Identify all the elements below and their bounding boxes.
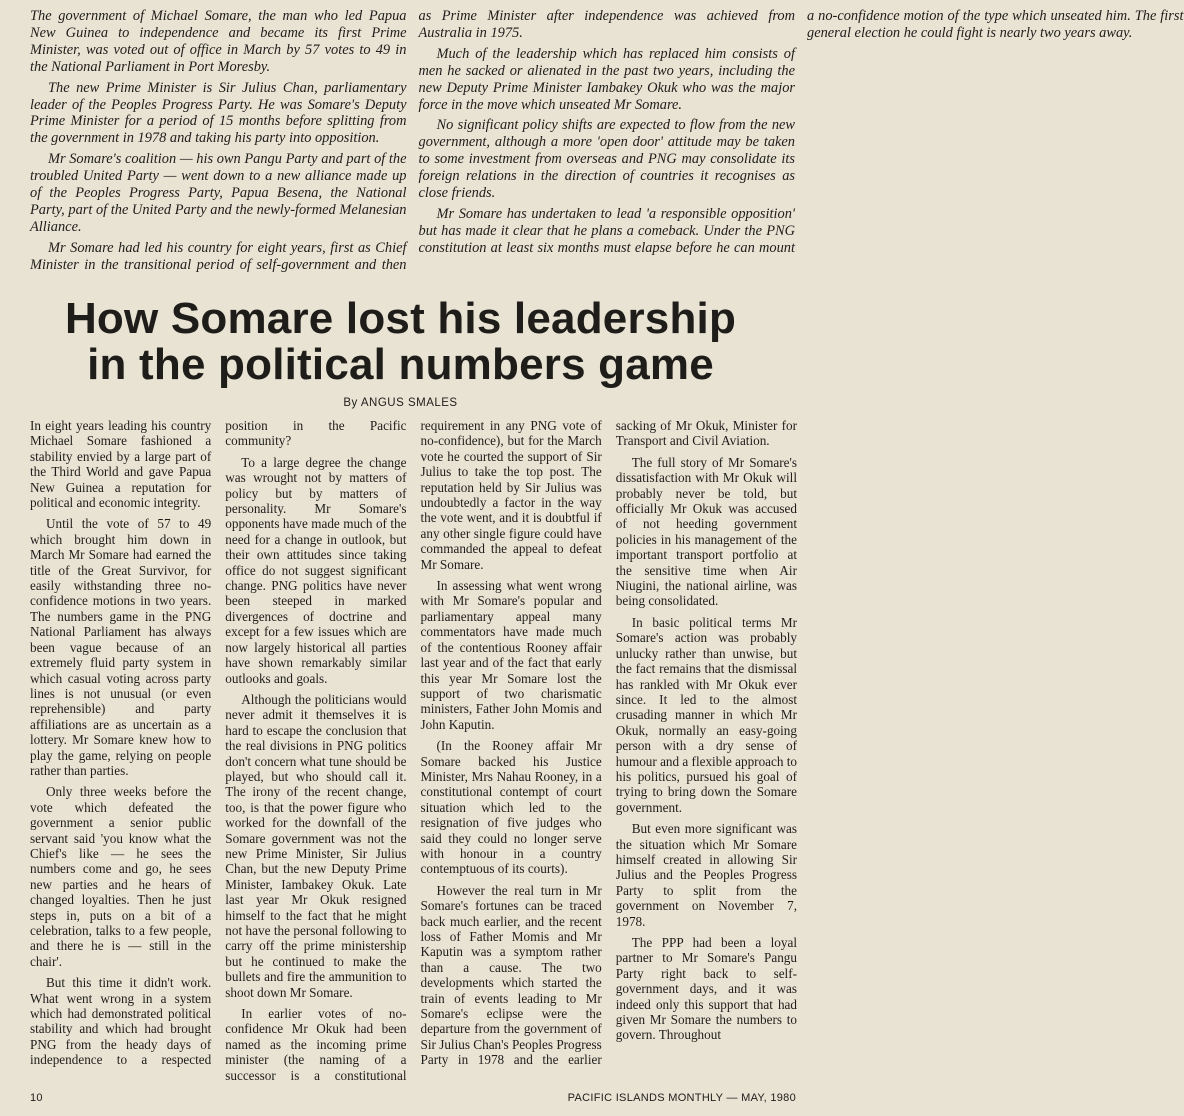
headline-line-1: How Somare lost his leadership — [64, 294, 737, 343]
body-paragraph: The full story of Mr Somare's dissatisfaction with Mr Okuk will probably never be told, but officially Mr Okuk was accused of not heeding government policies in his management of the important transport portfolio at the sensitive time when Air Niugini, the national airline, was being consolidated. — [615, 454, 797, 609]
body-paragraph: The PPP had been a loyal partner to Mr Somare's Pangu Party right back to self-government days, and it was indeed only this support that had given Mr Somare the numbers to govern. Throughout — [615, 935, 797, 1043]
intro-paragraph: Mr Somare had led his country for eight years, first as Chief Minister in the transitional period of self-government and then as Prime Minister after independence was achieved from Australia in 1975. — [30, 8, 795, 273]
article-body — [30, 418, 797, 1088]
headline-line-2: in the political numbers game — [87, 340, 714, 389]
intro-paragraph: No significant policy shifts are expected to flow from the new government, although a more 'open door' attitude may be taken to some investment from overseas and PNG may consolidate its foreign relations in the direction of countries it recognises as close friends. — [418, 117, 795, 202]
intro-paragraph: The government of Michael Somare, the man who led Papua New Guinea to independence and became its first Prime Minister, was voted out of office in March by 57 votes to 49 in the National Parliament in Port Moresby. — [30, 8, 407, 75]
page-footer — [30, 1092, 796, 1108]
body-paragraph: Although the politicians would never admit it themselves it is hard to escape the conclusion that the real divisions in PNG politics don't concern what tune should be played, but who should call it. The irony of the recent change, too, is that the power figure who worked for the downfall of the Somare government was not the new Prime Minister, Sir Julius Chan, but the new Deputy Prime Minister, Iambakey Okuk. Late last year Mr Okuk resigned himself to the fact that he might not have the personal following to carry off the prime ministership but he continued to make the bullets and fire the ammunition to shoot down Mr Somare. — [225, 691, 407, 1000]
body-paragraph: But this time it didn't work. What went wrong in a system which had demonstrated political stability and which had brought PNG from the heady days of independence to a respected position in the Pacific community? — [30, 418, 407, 1068]
intro-paragraph: Mr Somare's coalition — his own Pangu Party and part of the troubled United Party — went down to a new alliance made up of the Peoples Progress Party, Papua Besena, the National Party, part of the United Party and the newly-formed Melanesian Alliance. — [30, 151, 407, 235]
body-paragraph: Until the vote of 57 to 49 which brought him down in March Mr Somare had earned the title of the Great Survivor, for easily withstanding three no-confidence motions in two years. The numbers game in the PNG National Parliament has always been vague because of an extremely fluid party system in which casual voting across party lines is not unusual (or even reprehensible) and party affiliations are as uncertain as a lottery. Mr Somare knew how to play the game, relying on people rather than parties. — [30, 516, 212, 778]
body-paragraph: To a large degree the change was wrought not by matters of policy but by matters of personality. Mr Somare's opponents have made much of the need for a change in outlook, but their own attitudes since taking office do not suggest significant change. PNG politics have never been steeped in marked divergences of doctrine and except for a few issues which are now largely historical all parties have shown remarkably similar outlooks and goals. — [225, 454, 407, 686]
magazine-issue: PACIFIC ISLANDS MONTHLY — MAY, 1980 — [567, 1092, 796, 1104]
body-paragraph: In eight years leading his country Michael Somare fashioned a stability envied by a large part of the Third World and gave Papua New Guinea a reputation for political and economic integrity. — [30, 418, 212, 511]
body-paragraph: (In the Rooney affair Mr Somare backed his Justice Minister, Mrs Nahau Rooney, in a constitutional contempt of court situation which led to the resignation of five judges who said they could no longer serve with honour in a country contemptuous of its courts). — [420, 738, 602, 877]
body-paragraph: In basic political terms Mr Somare's action was probably unlucky rather than unwise, but the fact remains that the dismissal has rankled with Mr Okuk ever since. It led to the almost crusading manner in which Mr Okuk, normally an easy-going person with a dry sense of humour and a flexible approach to his politics, pursued his goal of trying to bring down the Somare government. — [615, 614, 798, 815]
page-number: 10 — [30, 1092, 43, 1104]
intro-paragraph: The new Prime Minister is Sir Julius Chan, parliamentary leader of the Peoples Progress Party. He was Somare's Deputy Prime Minister for a period of 15 months before splitting from the government in 1978 and taking his party into opposition. — [30, 79, 407, 147]
intro-paragraph: Mr Somare has undertaken to lead 'a responsible opposition' but has made it clear that he plans a comeback. Under the PNG constitution at least six months must elapse before he can mount a no-confidence motion of the type which unseated him. The first general election he could fight is nearly two years away. — [418, 8, 1184, 256]
intro-summary — [30, 8, 1184, 290]
body-paragraph: Only three weeks before the vote which defeated the government a senior public servant said 'you know what the Chief's like — he sees the numbers come and go, he sees new parties and he hears of changed loyalties. Then he just steps in, puts on a bit of a celebration, talks to a few people, and there he is — still in the chair'. — [30, 784, 212, 969]
body-paragraph: However the real turn in Mr Somare's fortunes can be traced back much earlier, and the recent loss of Father Momis and Mr Kaputin was a symptom rather than a cause. The two developments which started the train of events leading to Mr Somare's eclipse were the departure from the government of Sir Julius Chan's Peoples Progress Party in 1978 and the earlier sacking of Mr Okuk, Minister for Transport and Civil Aviation. — [420, 418, 797, 1068]
body-paragraph: But even more significant was the situation which Mr Somare himself created in allowing Sir Julius and the Peoples Progress Party to split from the government on November 7, 1978. — [615, 821, 797, 929]
body-paragraph: In earlier votes of no-confidence Mr Okuk had been named as the incoming prime minister (the naming of a successor is a constitutional requirement in any PNG vote of no-confidence), but for the March vote he courted the support of Sir Julius to take the top post. The reputation held by Sir Julius was undoubtedly a factor in the way the vote went, and it is doubtful if any other single figure could have commanded the appeal to defeat Mr Somare. — [225, 418, 602, 1083]
body-paragraph: In assessing what went wrong with Mr Somare's popular and parliamentary appeal many commentators have made much of the contentious Rooney affair last year and of the fact that early this year Mr Somare lost the support of two charismatic ministers, Father John Momis and John Kaputin. — [420, 578, 602, 732]
article-headline — [0, 296, 801, 388]
byline: By ANGUS SMALES — [343, 397, 458, 409]
intro-paragraph: Much of the leadership which has replaced him consists of men he sacked or alienated in the past two years, including the new Deputy Prime Minister Iambakey Okuk who was the major force in the move which unseated Mr Somare. — [418, 45, 795, 113]
